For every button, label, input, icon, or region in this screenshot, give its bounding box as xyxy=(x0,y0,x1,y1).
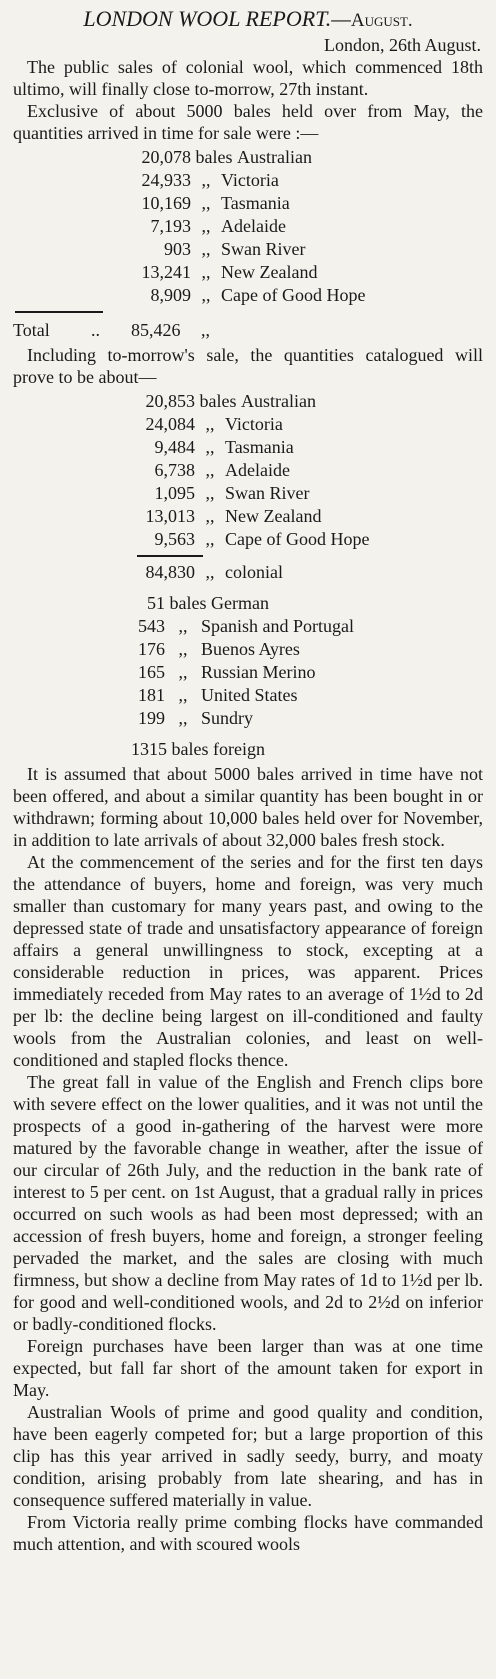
table-row: 24,084 ,, Victoria xyxy=(145,414,283,434)
article-title xyxy=(13,6,483,34)
foreign-total: 1315 bales foreign xyxy=(131,739,265,759)
wool-report-article xyxy=(13,0,483,1555)
table-row: 8,909 ,, Cape of Good Hope xyxy=(150,285,366,305)
table-row: 7,193 ,, Adelaide xyxy=(150,216,286,236)
table-row: 9,484 ,, Tasmania xyxy=(154,437,294,457)
body-paragraph: It is assumed that about 5000 bales arrived in time have not been offered, and about a similar quantity has been bought in or withdrawn; forming about 10,000 bales held over for November, in addition to late arrivals of about 32,000 bales fresh stock. xyxy=(13,764,483,850)
table-row: 1,095 ,, Swan River xyxy=(154,483,310,503)
table-row: 24,933 ,, Victoria xyxy=(141,170,279,190)
catalogued-paragraph: Including to-morrow's sale, the quantities catalogued will prove to be about— xyxy=(13,345,483,387)
foreign-table xyxy=(13,592,483,730)
table-row: 13,241 ,, New Zealand xyxy=(141,262,318,282)
table-row: 13,013 ,, New Zealand xyxy=(145,506,322,526)
table-row: 165 ,, Russian Merino xyxy=(138,662,316,682)
colonial-rule xyxy=(137,555,203,557)
dateline: London, 26th August. xyxy=(323,35,481,55)
body-paragraph: Foreign purchases have been larger than was at one time expected, but fall far short of the amount taken for export in May. xyxy=(13,1336,483,1400)
title-month: August. xyxy=(350,10,413,31)
table-row: 20,853 bales Australian xyxy=(145,391,316,411)
table-row: 199 ,, Sundry xyxy=(138,708,254,728)
table-row: 6,738 ,, Adelaide xyxy=(154,460,290,480)
total-rule xyxy=(15,311,103,313)
arrived-table xyxy=(13,146,483,307)
table-row: 543 ,, Spanish and Portugal xyxy=(138,616,354,636)
body-paragraph: From Victoria really prime combing flocks have commanded much attention, and with scoured wools xyxy=(13,1512,483,1554)
title-main: LONDON WOOL REPORT.— xyxy=(83,6,351,31)
table-row: 176 ,, Buenos Ayres xyxy=(138,639,300,659)
total-row: Total .. 85,426 ,, xyxy=(13,320,210,340)
table-row: 181 ,, United States xyxy=(138,685,298,705)
table-row: 51 bales German xyxy=(147,593,269,613)
body-paragraph: The great fall in value of the English and French clips bore with severe effect on the lower qualities, and it was not until the prospects of a good in-gathering of the harvest were more matured by the favorable change in weather, after the issue of our circular of 26th July, and the reduction in the bank rate of interest to 5 per cent. on 1st August, that a gradual rally in prices occurred on such wools as had been most depressed; with an accession of fresh buyers, home and foreign, a stronger feeling pervaded the market, and the sales are closing with much firmness, but show a decline from May rates of 1d to 1½d per lb. for good and well-conditioned wools, and 2d to 2½d on inferior or badly-conditioned flocks. xyxy=(13,1072,483,1334)
intro-paragraph: The public sales of colonial wool, which commenced 18th ultimo, will finally close to-morrow, 27th instant. xyxy=(13,57,483,99)
body-paragraph: At the commencement of the series and for the first ten days the attendance of buyers, home and foreign, was very much smaller than customary for many years past, and owing to the depressed state of trade and unsatisfactory appearance of foreign affairs a general unwillingness to stock, excepting at a considerable reduction in prices, was apparent. Prices immediately receded from May rates to an average of 1½d to 2d per lb: the decline being largest on ill-conditioned and faulty wools from the Australian colonies, and least on well-conditioned and stapled flocks thence. xyxy=(13,852,483,1070)
table-row: 9,563 ,, Cape of Good Hope xyxy=(154,529,370,549)
body-paragraph: Australian Wools of prime and good quality and condition, have been eagerly competed for; but a large proportion of this clip has this year arrived in sadly seedy, burry, and moaty condition, arising probably from late shearing, and has in consequence suffered materially in value. xyxy=(13,1402,483,1510)
table-row: 10,169 ,, Tasmania xyxy=(141,193,290,213)
colonial-total-row: 84,830 ,, colonial xyxy=(145,562,283,582)
exclusive-paragraph: Exclusive of about 5000 bales held over from May, the quantities arrived in time for sale were :— xyxy=(13,101,483,143)
table-row: 20,078 bales Australian xyxy=(141,147,312,167)
total-label: Total xyxy=(13,320,50,340)
total-value: 85,426 xyxy=(131,320,181,340)
table-row: 903 ,, Swan River xyxy=(164,239,306,259)
catalogued-table xyxy=(13,390,483,551)
